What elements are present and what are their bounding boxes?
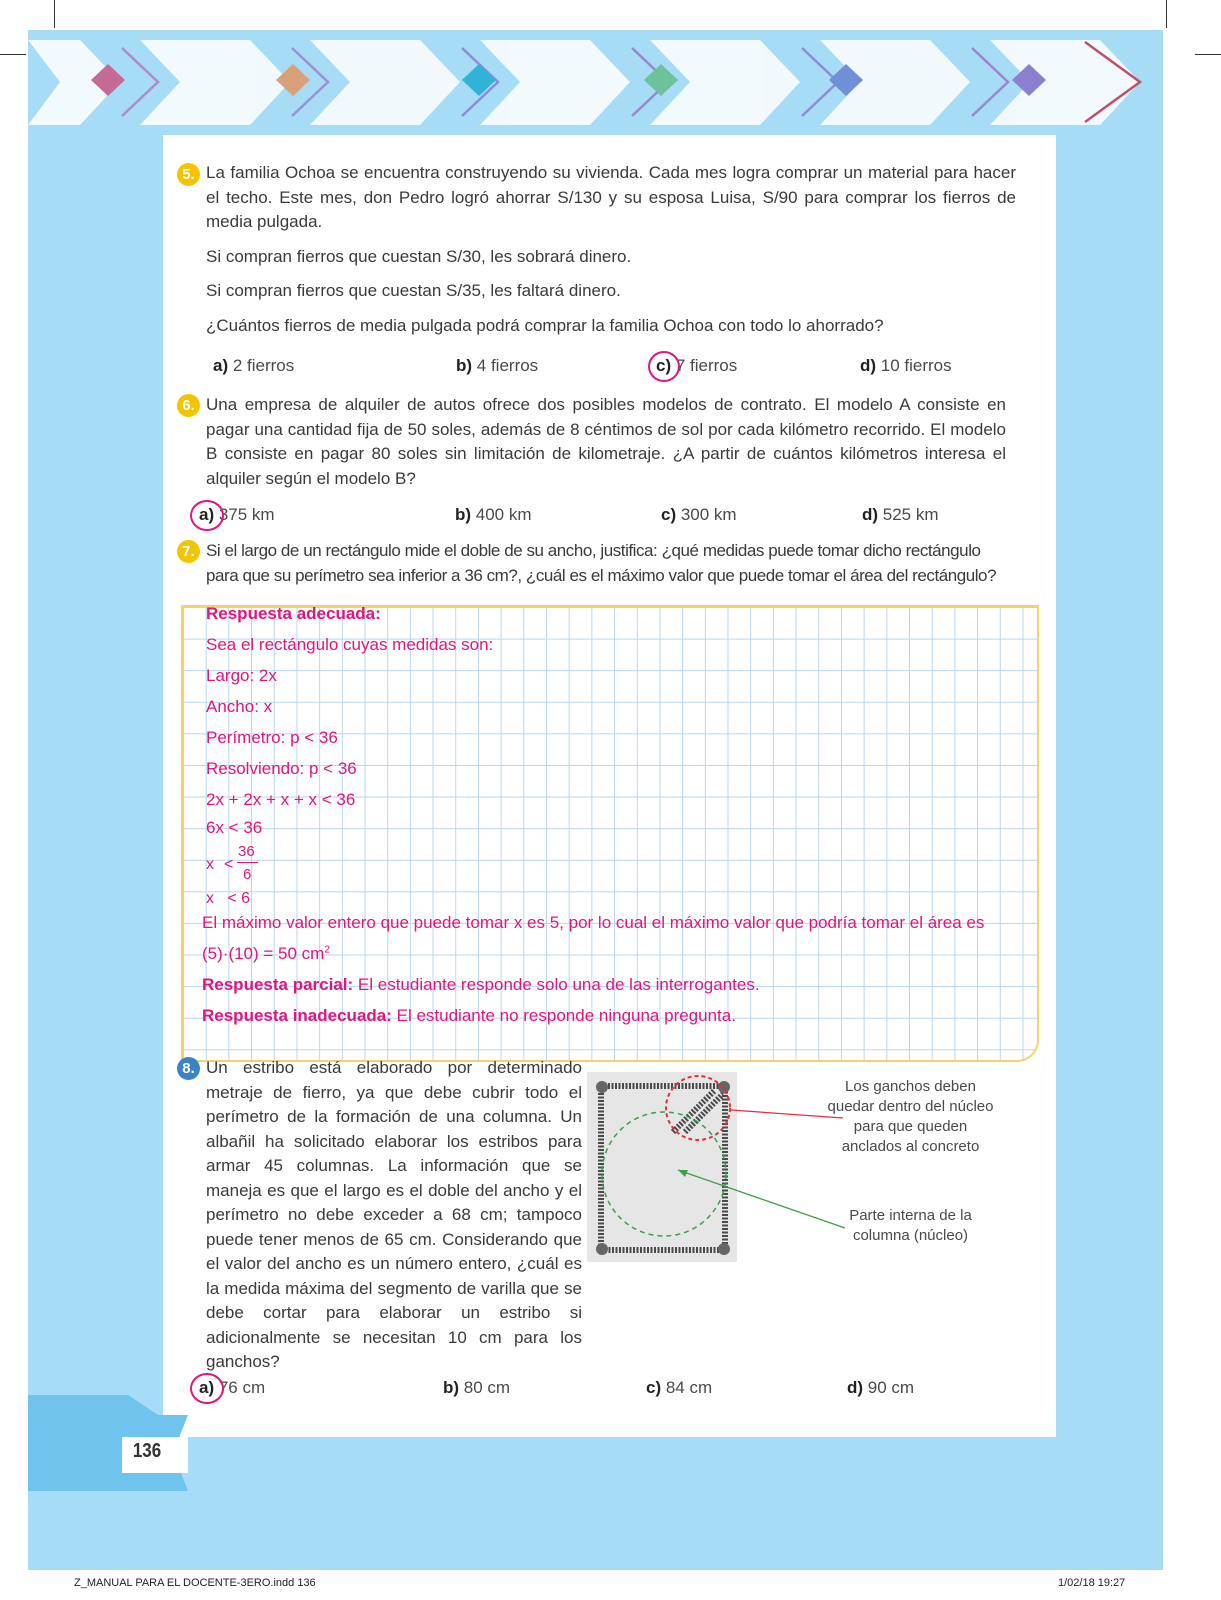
problem-7-text: Si el largo de un rectángulo mide el doble de su ancho, justifica: ¿qué medidas puede tomar dicho rectángulo para que su perímetro sea inferior a 36 cm?, ¿cuál es el máximo valor que puede tomar el área del rectángulo? — [206, 541, 997, 585]
problem-6-text: Una empresa de alquiler de autos ofrece dos posibles modelos de contrato. El modelo A consiste en pagar una cantidad fija de 50 soles, además de 8 céntimos de sol por cada kilómetro recorrido. El modelo B consiste en pagar 80 soles sin limitación de kilometraje. ¿A partir de cuántos kilómetros interesa el alquiler según el modelo B? — [206, 395, 1006, 488]
p8-option-c: c) 84 cm — [646, 1378, 713, 1397]
p8-option-d: d) 90 cm — [847, 1378, 915, 1397]
problem-7-badge: 7. — [177, 540, 200, 563]
decorative-banner — [0, 30, 1221, 135]
fraction-bar — [237, 862, 258, 863]
p6-option-c: c) 300 km — [661, 505, 737, 524]
crop-mark — [54, 0, 55, 28]
partial-answer: Respuesta parcial: El estudiante responde solo una de las interrogantes. — [202, 975, 760, 994]
answer-line: El máximo valor entero que puede tomar x es 5, por lo cual el máximo valor que podría tomar el área es — [202, 913, 985, 932]
answer-line: 6x < 36 — [206, 818, 263, 837]
fraction-variable: x — [206, 856, 214, 873]
p6-option-a: a) 375 km — [199, 505, 275, 524]
answer-line: 2x + 2x + x + x < 36 — [206, 790, 356, 809]
problem-6-badge: 6. — [177, 394, 200, 417]
correct-answer-circle — [190, 500, 224, 531]
page-number-tab — [28, 1395, 198, 1505]
problem-5-question: ¿Cuántos fierros de media pulgada podrá comprar la familia Ochoa con todo lo ahorrado? — [206, 316, 884, 335]
answer-line: Resolviendo: p < 36 — [206, 759, 357, 778]
answer-line: Sea el rectángulo cuyas medidas son: — [206, 635, 494, 654]
problem-5-text: La familia Ochoa se encuentra construyendo su vivienda. Cada mes logra comprar un material para hacer el techo. Este mes, don Pedro logró ahorrar S/130 y su esposa Luisa, S/90 para comprar los fierros de media pulgada. — [206, 163, 1016, 231]
correct-answer-circle — [648, 351, 680, 382]
fraction-denominator: 6 — [243, 866, 252, 883]
p8-option-b: b) 80 cm — [443, 1378, 511, 1397]
p5-option-d: d) 10 fierros — [860, 356, 952, 375]
answer-line: x < 6 — [206, 890, 251, 907]
page-number: 136 — [132, 1440, 162, 1462]
problem-5-badge: 5. — [177, 163, 200, 186]
answer-line: Ancho: x — [206, 697, 273, 716]
crop-mark — [1166, 0, 1167, 28]
inadequate-answer: Respuesta inadecuada: El estudiante no responde ninguna pregunta. — [202, 1006, 736, 1025]
problem-8-badge: 8. — [177, 1057, 200, 1080]
fraction-numerator: 36 — [238, 843, 255, 860]
hooks-label: Los ganchos deben quedar dentro del núcleo para que queden anclados al concreto — [827, 1078, 994, 1155]
p5-option-a: a) 2 fierros — [213, 356, 295, 375]
footer-date: 1/02/18 19:27 — [1058, 1577, 1126, 1589]
answer-line: Perímetro: p < 36 — [206, 728, 338, 747]
p6-option-b: b) 400 km — [455, 505, 532, 524]
p5-option-b: b) 4 fierros — [456, 356, 539, 375]
answer-title: Respuesta adecuada: — [206, 604, 381, 623]
p5-option-c: c) 7 fierros — [656, 356, 738, 375]
p8-option-a: a) 76 cm — [199, 1378, 266, 1397]
problem-5-line1: Si compran fierros que cuestan S/30, les sobrará dinero. — [206, 247, 632, 266]
problem-5-line2: Si compran fierros que cuestan S/35, les faltará dinero. — [206, 281, 621, 300]
answer-line: Largo: 2x — [206, 666, 277, 685]
footer-file: Z_MANUAL PARA EL DOCENTE-3ERO.indd 136 — [74, 1577, 316, 1589]
core-label: Parte interna de la columna (núcleo) — [849, 1207, 972, 1244]
answer-area: (5)·(10) = 50 $cm^2$ — [202, 944, 330, 963]
fraction-less-than: < — [224, 856, 234, 873]
p6-option-d: d) 525 km — [862, 505, 939, 524]
problem-8-text: Un estribo está elaborado por determinado metraje de fierro, ya que debe cubrir todo el perímetro de la formación de una columna. Un albañil ha solicitado elaborar los estribos para armar 45 columnas. La información que se maneja es que el largo es el doble del ancho y el perímetro no debe exceder a 68 cm; tampoco puede tener menos de 65 cm. Considerando que el valor del ancho es un número entero, ¿cuál es la medida máxima del segmento de varilla que se debe cortar para elaborar un estribo si adicionalmente se necesitan 10 cm para los ganchos? — [206, 1058, 582, 1371]
